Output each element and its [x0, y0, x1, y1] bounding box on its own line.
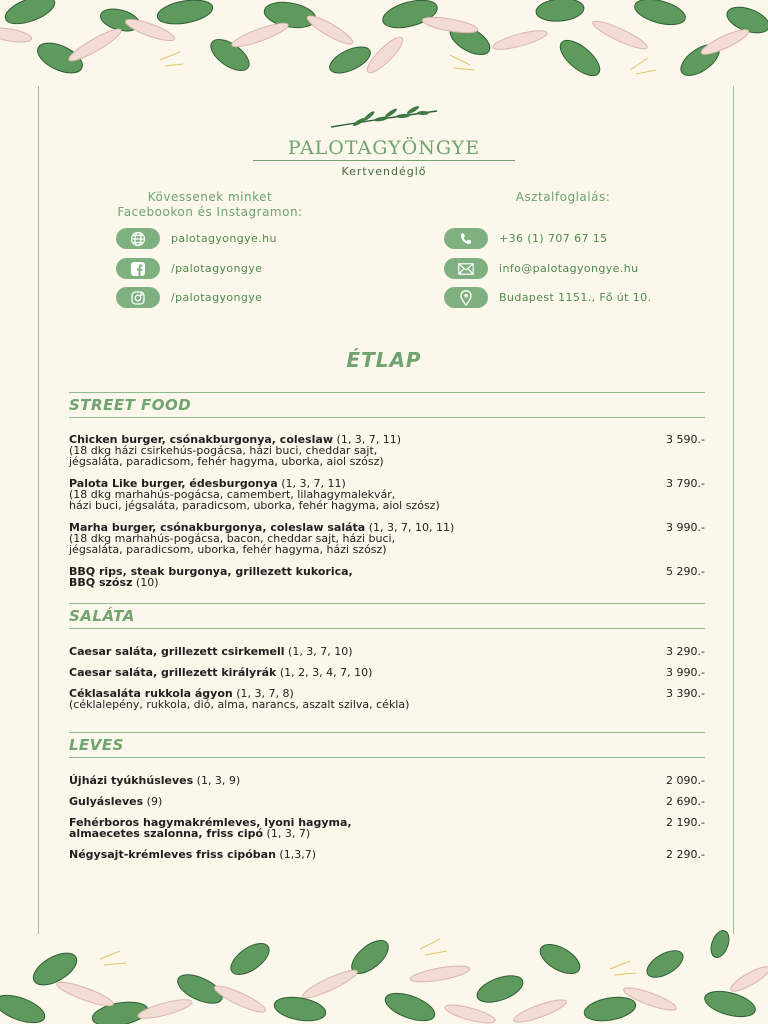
item-price: 3 590.- [666, 433, 705, 446]
section-title: STREET FOOD [69, 392, 705, 418]
menu-item [69, 522, 705, 555]
item-name: Caesar saláta, grillezett csirkemell [69, 645, 285, 658]
item-allergens: (1, 3, 7, 10) [284, 645, 353, 658]
item-price: 2 290.- [666, 848, 705, 861]
item-price: 3 990.- [666, 666, 705, 679]
section-street-food [69, 392, 705, 588]
section-title: LEVES [69, 732, 705, 758]
phone-icon [444, 228, 488, 249]
instagram-link[interactable]: /palotagyongye [171, 291, 263, 304]
item-allergens: (1, 3, 7, 10, 11) [365, 521, 455, 534]
item-description: (18 dkg házi csirkehús-pogácsa, házi buci, cheddar sajt, [69, 444, 378, 457]
item-allergens: (1, 3, 7, 11) [277, 477, 346, 490]
frame-line-left [38, 86, 39, 934]
address-contact[interactable] [444, 287, 651, 308]
item-name: Marha burger, csónakburgonya, coleslaw saláta [69, 521, 366, 534]
item-name: BBQ szósz [69, 576, 133, 589]
item-allergens: (1, 3, 7) [263, 827, 311, 840]
item-price: 2 190.- [666, 816, 705, 829]
item-price: 3 790.- [666, 477, 705, 490]
menu-item [69, 817, 705, 839]
item-name: Chicken burger, csónakburgonya, coleslaw [69, 433, 334, 446]
phone-contact[interactable] [444, 228, 608, 249]
instagram-icon [116, 287, 160, 308]
booking-heading: Asztalfoglalás: [515, 190, 611, 204]
item-description: jégsaláta, paradicsom, uborka, fehér hagyma, házi szósz) [69, 543, 387, 556]
restaurant-subtitle: Kertvendéglő [341, 165, 427, 178]
item-name: Caesar saláta, grillezett királyrák [69, 666, 277, 679]
item-name: Palota Like burger, édesburgonya [69, 477, 278, 490]
menu-title: ÉTLAP [346, 348, 422, 372]
item-name: BBQ rips, steak burgonya, grillezett kukorica, [69, 565, 353, 578]
section-title: SALÁTA [69, 603, 705, 629]
logo [0, 105, 768, 178]
menu-item [69, 646, 705, 657]
social-heading [60, 190, 360, 220]
menu-item [69, 434, 705, 467]
item-allergens: (10) [132, 576, 159, 589]
item-price: 2 090.- [666, 774, 705, 787]
menu-item [69, 566, 705, 588]
item-description: (18 dkg marhahús-pogácsa, camembert, lilahagymalekvár, [69, 488, 396, 501]
social-heading-line2: Facebookon és Instagramon: [117, 205, 303, 219]
facebook-icon [116, 258, 160, 279]
menu-item [69, 688, 705, 710]
email-link[interactable]: info@palotagyongye.hu [499, 262, 639, 275]
item-name: Fehérboros hagymakrémleves, lyoni hagyma, [69, 816, 352, 829]
website-link[interactable]: palotagyongye.hu [171, 232, 277, 245]
frame-line-right [733, 86, 734, 934]
item-allergens: (9) [143, 795, 163, 808]
item-allergens: (1,3,7) [275, 848, 317, 861]
item-name: Gulyásleves [69, 795, 144, 808]
floral-border-bottom [0, 929, 768, 1024]
location-pin-icon [444, 287, 488, 308]
phone-link[interactable]: +36 (1) 707 67 15 [499, 232, 608, 245]
item-allergens: (1, 3, 7, 11) [333, 433, 402, 446]
item-allergens: (1, 2, 3, 4, 7, 10) [276, 666, 373, 679]
item-description: (18 dkg marhahús-pogácsa, bacon, cheddar sajt, házi buci, [69, 532, 396, 545]
leaf-sprig-icon [329, 105, 439, 133]
globe-icon [116, 228, 160, 249]
facebook-link[interactable]: /palotagyongye [171, 262, 263, 275]
address-text[interactable]: Budapest 1151., Fő út 10. [499, 291, 652, 304]
restaurant-name: PALOTAGYÖNGYE [287, 137, 481, 159]
social-heading-line1: Kövessenek minket [147, 190, 273, 204]
website-contact[interactable] [116, 228, 277, 249]
item-name: Újházi tyúkhúsleves [69, 774, 194, 787]
item-price: 2 690.- [666, 795, 705, 808]
floral-border-top [0, 0, 768, 90]
item-allergens: (1, 3, 9) [193, 774, 241, 787]
menu-item [69, 796, 705, 807]
envelope-icon [444, 258, 488, 279]
menu-item [69, 775, 705, 786]
section-soup [69, 732, 705, 860]
item-allergens: (1, 3, 7, 8) [232, 687, 294, 700]
menu-item [69, 849, 705, 860]
item-name: almaecetes szalonna, friss cipó [69, 827, 264, 840]
item-description: jégsaláta, paradicsom, fehér hagyma, uborka, aiol szósz) [69, 455, 384, 468]
menu-item [69, 478, 705, 511]
item-price: 5 290.- [666, 565, 705, 578]
instagram-contact[interactable] [116, 287, 262, 308]
item-price: 3 390.- [666, 687, 705, 700]
item-description: házi buci, jégsaláta, paradicsom, uborka, fehér hagyma, aiol szósz) [69, 499, 440, 512]
menu-item [69, 667, 705, 678]
logo-underline [253, 160, 515, 161]
facebook-contact[interactable] [116, 258, 262, 279]
item-description: (céklalepény, rukkola, dió, alma, narancs, aszalt szilva, cékla) [69, 698, 410, 711]
item-price: 3 990.- [666, 521, 705, 534]
email-contact[interactable] [444, 258, 639, 279]
item-name: Négysajt-krémleves friss cipóban [69, 848, 276, 861]
section-salad [69, 603, 705, 710]
item-price: 3 290.- [666, 645, 705, 658]
item-name: Céklasaláta rukkola ágyon [69, 687, 233, 700]
